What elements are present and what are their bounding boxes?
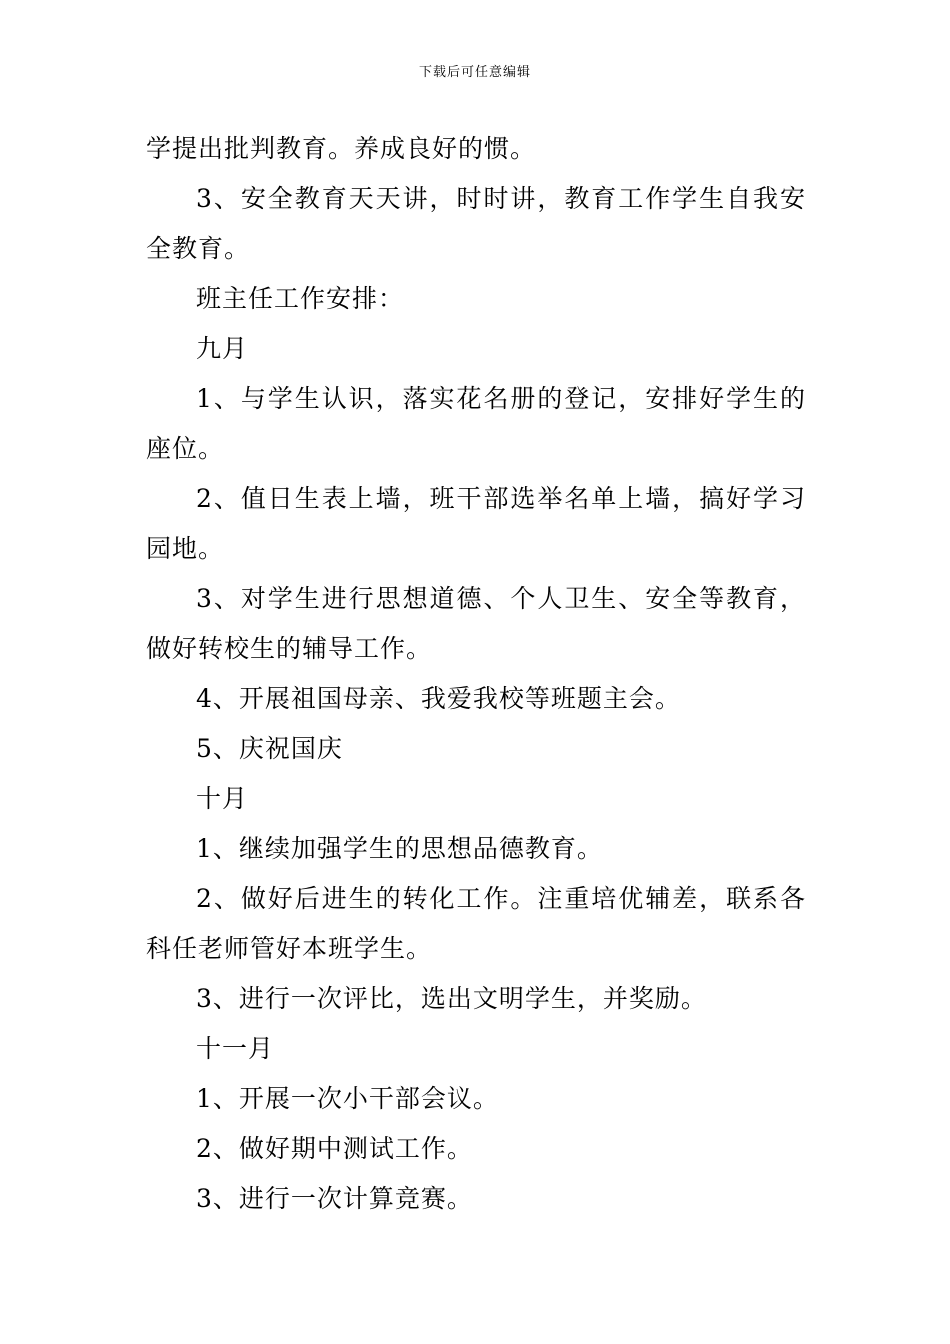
month-heading: 十月	[196, 784, 249, 813]
page-header: 下载后可任意编辑	[418, 65, 531, 80]
list-item: 2、做好后进生的转化工作。注重培优辅差，联系各科任老师管好本班学生。	[146, 884, 806, 963]
month-heading: 九月	[196, 334, 249, 363]
list-item: 1、开展一次小干部会议。	[196, 1084, 499, 1113]
document-body	[146, 124, 806, 1224]
month-heading: 十一月	[196, 1034, 275, 1063]
section-heading: 班主任工作安排：	[196, 284, 405, 313]
list-item: 5、庆祝国庆	[196, 734, 343, 763]
list-item: 1、与学生认识，落实花名册的登记，安排好学生的座位。	[146, 384, 806, 463]
paragraph: 3、安全教育天天讲，时时讲，教育工作学生自我安全教育。	[146, 184, 806, 263]
list-item: 2、值日生表上墙，班干部选举名单上墙，搞好学习园地。	[146, 484, 806, 563]
list-item: 1、继续加强学生的思想品德教育。	[196, 834, 603, 863]
paragraph: 学提出批判教育。养成良好的惯。	[146, 134, 537, 163]
list-item: 4、开展祖国母亲、我爱我校等班题主会。	[196, 684, 681, 713]
list-item: 3、进行一次评比，选出文明学生，并奖励。	[196, 984, 707, 1013]
list-item: 3、对学生进行思想道德、个人卫生、安全等教育，做好转校生的辅导工作。	[146, 584, 806, 663]
list-item: 3、进行一次计算竞赛。	[196, 1184, 473, 1213]
list-item: 2、做好期中测试工作。	[196, 1134, 473, 1163]
